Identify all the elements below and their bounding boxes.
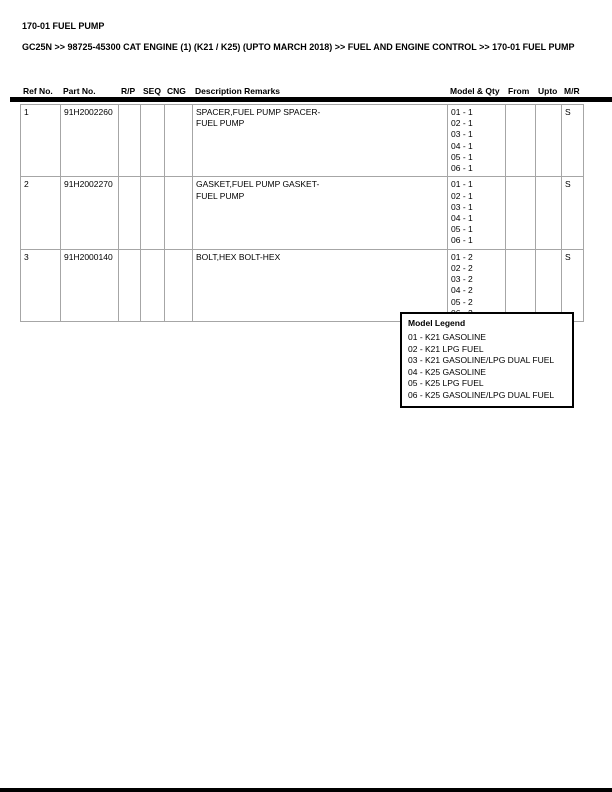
column-header-ref-no: Ref No.	[23, 86, 53, 96]
rp-cell	[119, 177, 141, 249]
column-header-from: From	[508, 86, 530, 96]
model-qty-line: 05 - 2	[451, 296, 473, 307]
ref-no-cell: 3	[21, 249, 61, 321]
ref-no-cell: 1	[21, 105, 61, 177]
model-legend	[400, 312, 574, 408]
column-header-cng: CNG	[167, 86, 186, 96]
seq-cell	[141, 249, 165, 321]
model-qty-line: 01 - 2	[451, 251, 473, 262]
page-title: 170-01 FUEL PUMP	[22, 21, 105, 31]
table-row	[21, 249, 584, 321]
model-qty-cell	[448, 249, 506, 321]
table-row	[21, 105, 584, 177]
model-qty-cell	[448, 105, 506, 177]
from-cell	[506, 249, 536, 321]
description-line: GASKET,FUEL PUMP GASKET-	[196, 179, 320, 190]
model-qty-line: 04 - 1	[451, 212, 473, 223]
model-qty-line: 04 - 2	[451, 285, 473, 296]
model-qty-line: 04 - 1	[451, 140, 473, 151]
mr-cell: S	[562, 249, 584, 321]
legend-item: 04 - K25 GASOLINE	[408, 366, 486, 377]
rp-cell	[119, 249, 141, 321]
legend-item: 01 - K21 GASOLINE	[408, 332, 486, 343]
legend-item: 02 - K21 LPG FUEL	[408, 343, 484, 354]
legend-item: 05 - K25 LPG FUEL	[408, 378, 484, 389]
model-qty-cell	[448, 177, 506, 249]
from-cell	[506, 177, 536, 249]
column-header-model-qty: Model & Qty	[450, 86, 500, 96]
cng-cell	[165, 105, 193, 177]
mr-cell: S	[562, 105, 584, 177]
legend-item: 03 - K21 GASOLINE/LPG DUAL FUEL	[408, 355, 555, 366]
table-row	[21, 177, 584, 249]
header-rule	[10, 97, 612, 102]
description-line: FUEL PUMP	[196, 118, 245, 129]
breadcrumb: GC25N >> 98725-45300 CAT ENGINE (1) (K21 / K25) (UPTO MARCH 2018) >> FUEL AND ENGINE CONTROL >> 170-01 FUEL PUMP	[22, 42, 575, 52]
model-qty-line: 01 - 1	[451, 107, 473, 117]
ref-no-cell: 2	[21, 177, 61, 249]
model-qty-line: 03 - 2	[451, 274, 473, 285]
part-no-cell: 91H2002270	[61, 177, 119, 249]
column-header-description: Description Remarks	[195, 86, 281, 96]
model-legend-title: Model Legend	[408, 318, 466, 328]
from-cell	[506, 105, 536, 177]
model-qty-line: 06 - 1	[451, 163, 473, 174]
model-qty-line: 02 - 2	[451, 262, 473, 273]
cng-cell	[165, 177, 193, 249]
seq-cell	[141, 105, 165, 177]
upto-cell	[536, 105, 562, 177]
model-qty-line: 03 - 1	[451, 201, 473, 212]
column-header-upto: Upto	[538, 86, 558, 96]
model-qty-line: 03 - 1	[451, 129, 473, 140]
model-qty-line: 06 - 1	[451, 235, 473, 246]
description-cell	[193, 177, 448, 249]
upto-cell	[536, 249, 562, 321]
description-line: BOLT,HEX BOLT-HEX	[196, 251, 281, 262]
description-cell	[193, 105, 448, 177]
column-header-mr: M/R	[564, 86, 580, 96]
seq-cell	[141, 177, 165, 249]
description-line: SPACER,FUEL PUMP SPACER-	[196, 107, 321, 117]
part-no-cell: 91H2000140	[61, 249, 119, 321]
model-qty-line: 05 - 1	[451, 151, 473, 162]
column-header-part-no: Part No.	[63, 86, 96, 96]
cng-cell	[165, 249, 193, 321]
parts-table	[20, 104, 584, 322]
mr-cell: S	[562, 177, 584, 249]
model-qty-line: 01 - 1	[451, 179, 473, 190]
column-header-rp: R/P	[121, 86, 136, 96]
description-cell	[193, 249, 448, 321]
page-bottom-rule	[0, 788, 612, 792]
legend-item: 06 - K25 GASOLINE/LPG DUAL FUEL	[408, 389, 555, 400]
model-qty-line: 02 - 1	[451, 118, 473, 129]
column-header-seq: SEQ	[143, 86, 161, 96]
model-qty-line: 02 - 1	[451, 190, 473, 201]
rp-cell	[119, 105, 141, 177]
description-line: FUEL PUMP	[196, 190, 245, 201]
parts-table-header	[20, 84, 583, 98]
part-no-cell: 91H2002260	[61, 105, 119, 177]
model-qty-line: 05 - 1	[451, 224, 473, 235]
upto-cell	[536, 177, 562, 249]
